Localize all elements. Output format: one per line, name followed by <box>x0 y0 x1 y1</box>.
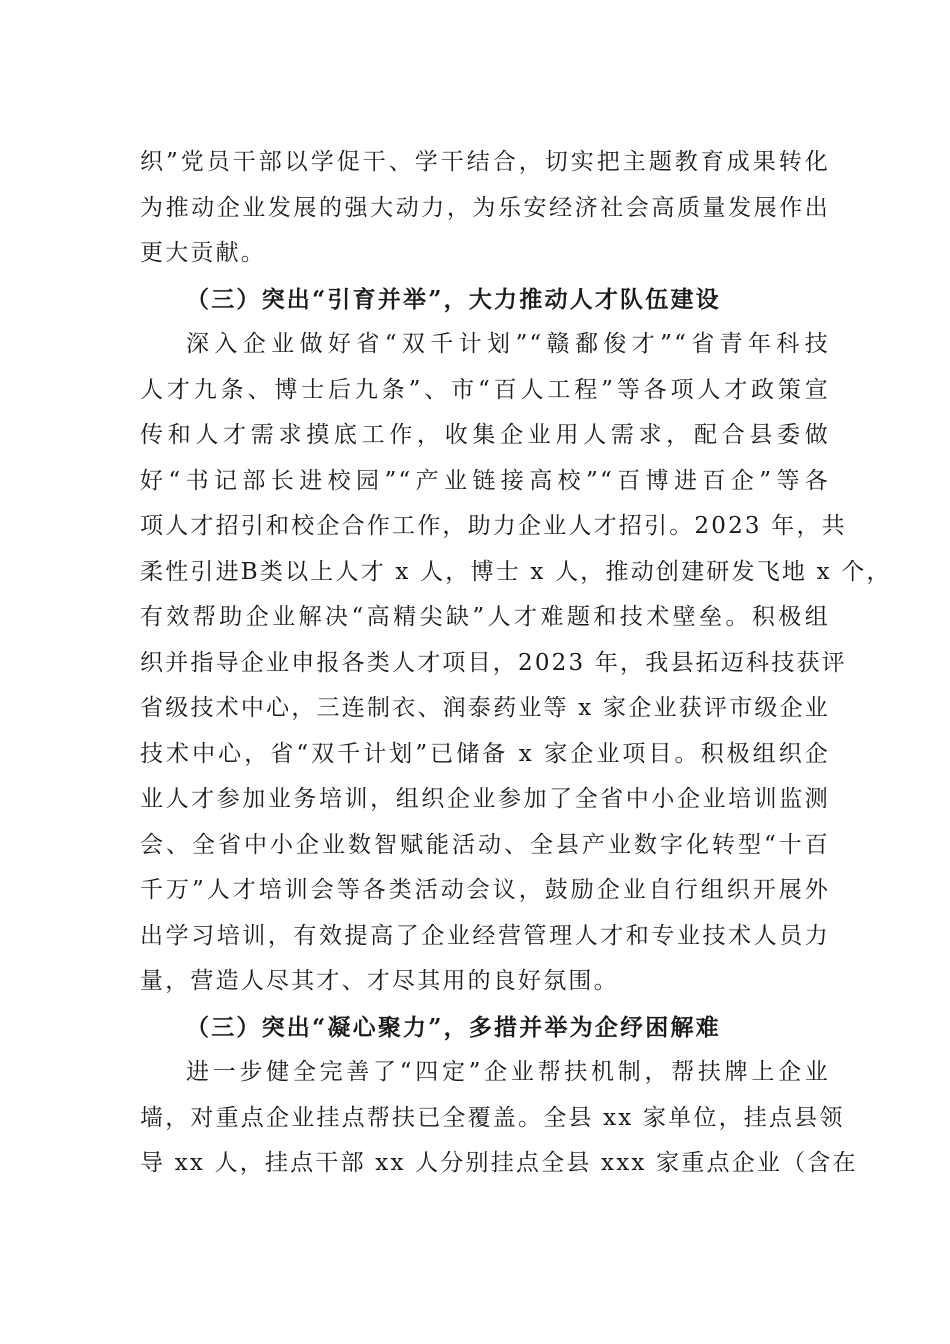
text-line: 业人才参加业务培训，组织企业参加了全省中小企业培训监测 <box>140 786 830 812</box>
text-line: 好“书记部长进校园”“产业链接高校”“百博进百企”等各 <box>140 467 830 494</box>
paragraph-support <box>140 1050 858 1187</box>
text-line: 传和人才需求摸底工作，收集企业用人需求，配合县委做 <box>140 422 830 448</box>
text-line: 有效帮助企业解决“高精尖缺”人才难题和技术壁垒。积极组 <box>140 604 830 630</box>
text-line: 省级技术中心，三连制衣、润泰药业等 x 家企业获评市级企业 <box>140 695 830 721</box>
text-line: 人才九条、博士后九条”、市“百人工程”等各项人才政策宣 <box>140 376 830 403</box>
text-line: 导 xx 人，挂点干部 xx 人分别挂点全县 xxx 家重点企业（含在 <box>140 1150 858 1176</box>
text-line: 深入企业做好省“双千计划”“赣鄱俊才”“省青年科技 <box>186 331 830 357</box>
text-line: 千万”人才培训会等各类活动会议，鼓励企业自行组织开展外 <box>140 877 830 903</box>
text-line: 柔性引进B类以上人才 x 人，博士 x 人，推动创建研发飞地 x 个， <box>140 558 892 585</box>
text-line: 为推动企业发展的强大动力，为乐安经济社会高质量发展作出 <box>140 194 830 221</box>
text-line: 出学习培训，有效提高了企业经营管理人才和专业技术人员力 <box>140 922 830 949</box>
text-line: 会、全省中小企业数智赋能活动、全县产业数字化转型“十百 <box>140 831 830 858</box>
paragraph-talent <box>140 322 892 1005</box>
document-body <box>140 140 892 1187</box>
text-line: 织”党员干部以学促干、学干结合，切实把主题教育成果转化 <box>140 149 830 175</box>
section-heading-talent: （三）突出“引育并举”，大力推动人才队伍建设 <box>186 285 721 313</box>
text-line: 墙，对重点企业挂点帮扶已全覆盖。全县 xx 家单位，挂点县领 <box>140 1104 845 1131</box>
paragraph-continued <box>140 140 830 277</box>
text-line: 织并指导企业申报各类人才项目，2023 年，我县拓迈科技获评 <box>140 649 847 676</box>
text-line: 技术中心，省“双千计划”已储备 x 家企业项目。积极组织企 <box>140 740 830 767</box>
section-heading-support: （三）突出“凝心聚力”，多措并举为企纾困解难 <box>186 1013 721 1041</box>
text-line: 更大贡献。 <box>140 240 266 266</box>
text-line: 量，营造人尽其才、才尽其用的良好氛围。 <box>140 968 619 994</box>
text-line: 项人才招引和校企合作工作，助力企业人才招引。2023 年，共 <box>140 513 847 539</box>
text-line: 进一步健全完善了“四定”企业帮扶机制，帮扶牌上企业 <box>186 1059 830 1085</box>
